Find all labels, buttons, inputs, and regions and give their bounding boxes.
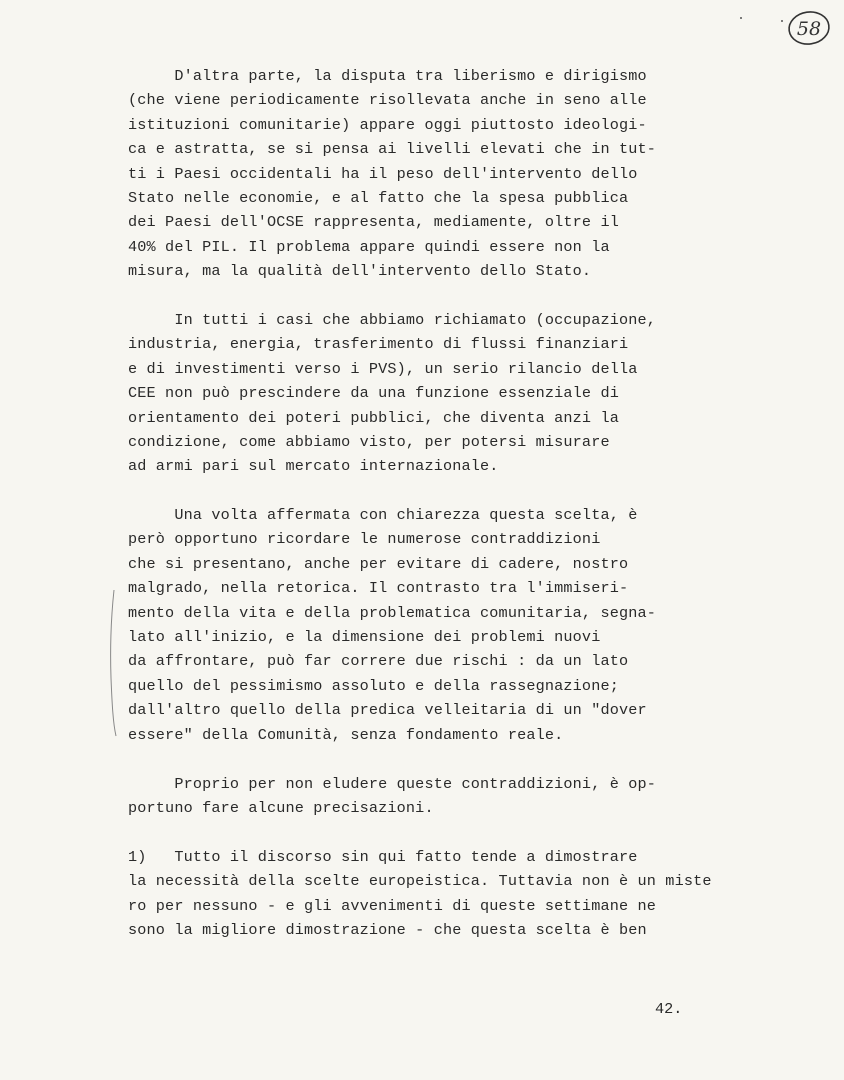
text-line: 40% del PIL. Il problema appare quindi essere non la <box>128 237 610 256</box>
archive-stamp <box>786 8 832 48</box>
text-line: Una volta affermata con chiarezza questa scelta, è <box>128 506 638 524</box>
text-line: malgrado, nella retorica. Il contrasto tra l'immiseri- <box>128 579 629 598</box>
text-line: ro per nessuno - e gli avvenimenti di queste settimane ne <box>128 896 657 915</box>
handwritten-circle-icon <box>786 8 832 48</box>
text-line: la necessità della scelte europeistica. Tuttavia non è un miste <box>128 872 712 891</box>
text-line: lato all'inizio, e la dimensione dei problemi nuovi <box>128 628 601 646</box>
text-line: D'altra parte, la disputa tra liberismo e dirigismo <box>128 67 647 85</box>
text-line: ca e astratta, se si pensa ai livelli elevati che in tut- <box>128 140 657 159</box>
text-line: portuno fare alcune precisazioni. <box>128 799 434 818</box>
text-line: condizione, come abbiamo visto, per potersi misurare <box>128 433 610 451</box>
scan-speck <box>781 20 783 22</box>
margin-pencil-mark <box>108 588 118 738</box>
scan-speck <box>740 17 742 19</box>
text-line: però opportuno ricordare le numerose contraddizioni <box>128 530 601 549</box>
text-line: In tutti i casi che abbiamo richiamato (occupazione, <box>128 311 657 329</box>
text-line: industria, energia, trasferimento di flussi finanziari <box>128 335 629 354</box>
text-line: ti i Paesi occidentali ha il peso dell'intervento dello <box>128 164 638 183</box>
text-line: dall'altro quello della predica velleitaria di un "dover <box>128 701 647 720</box>
text-line: Stato nelle economie, e al fatto che la spesa pubblica <box>128 189 629 207</box>
text-line: essere" della Comunità, senza fondamento reale. <box>128 725 564 744</box>
text-line: misura, ma la qualità dell'intervento dello Stato. <box>128 262 592 281</box>
text-line: che si presentano, anche per evitare di cadere, nostro <box>128 554 629 573</box>
text-line: 1) Tutto il discorso sin qui fatto tende a dimostrare <box>128 848 638 866</box>
text-line: da affrontare, può far correre due rischi : da un lato <box>128 652 629 671</box>
text-line: mento della vita e della problematica comunitaria, segna- <box>128 603 657 622</box>
text-line: ad armi pari sul mercato internazionale. <box>128 457 499 476</box>
text-line: orientamento dei poteri pubblici, che diventa anzi la <box>128 408 619 427</box>
text-line: e di investimenti verso i PVS), un serio rilancio della <box>128 359 638 378</box>
text-line: dei Paesi dell'OCSE rappresenta, mediamente, oltre il <box>128 213 619 232</box>
page-number: 42. <box>655 1000 683 1018</box>
text-line: Proprio per non eludere queste contraddizioni, è op- <box>128 775 657 793</box>
text-line: quello del pessimismo assoluto e della rassegnazione; <box>128 676 619 695</box>
text-line: sono la migliore dimostrazione - che questa scelta è ben <box>128 921 647 940</box>
archive-number-text: 58 <box>796 18 822 40</box>
text-line: istituzioni comunitarie) appare oggi piuttosto ideologi- <box>128 115 647 134</box>
text-line: CEE non può prescindere da una funzione essenziale di <box>128 384 619 403</box>
text-line: (che viene periodicamente risollevata anche in seno alle <box>128 91 647 110</box>
